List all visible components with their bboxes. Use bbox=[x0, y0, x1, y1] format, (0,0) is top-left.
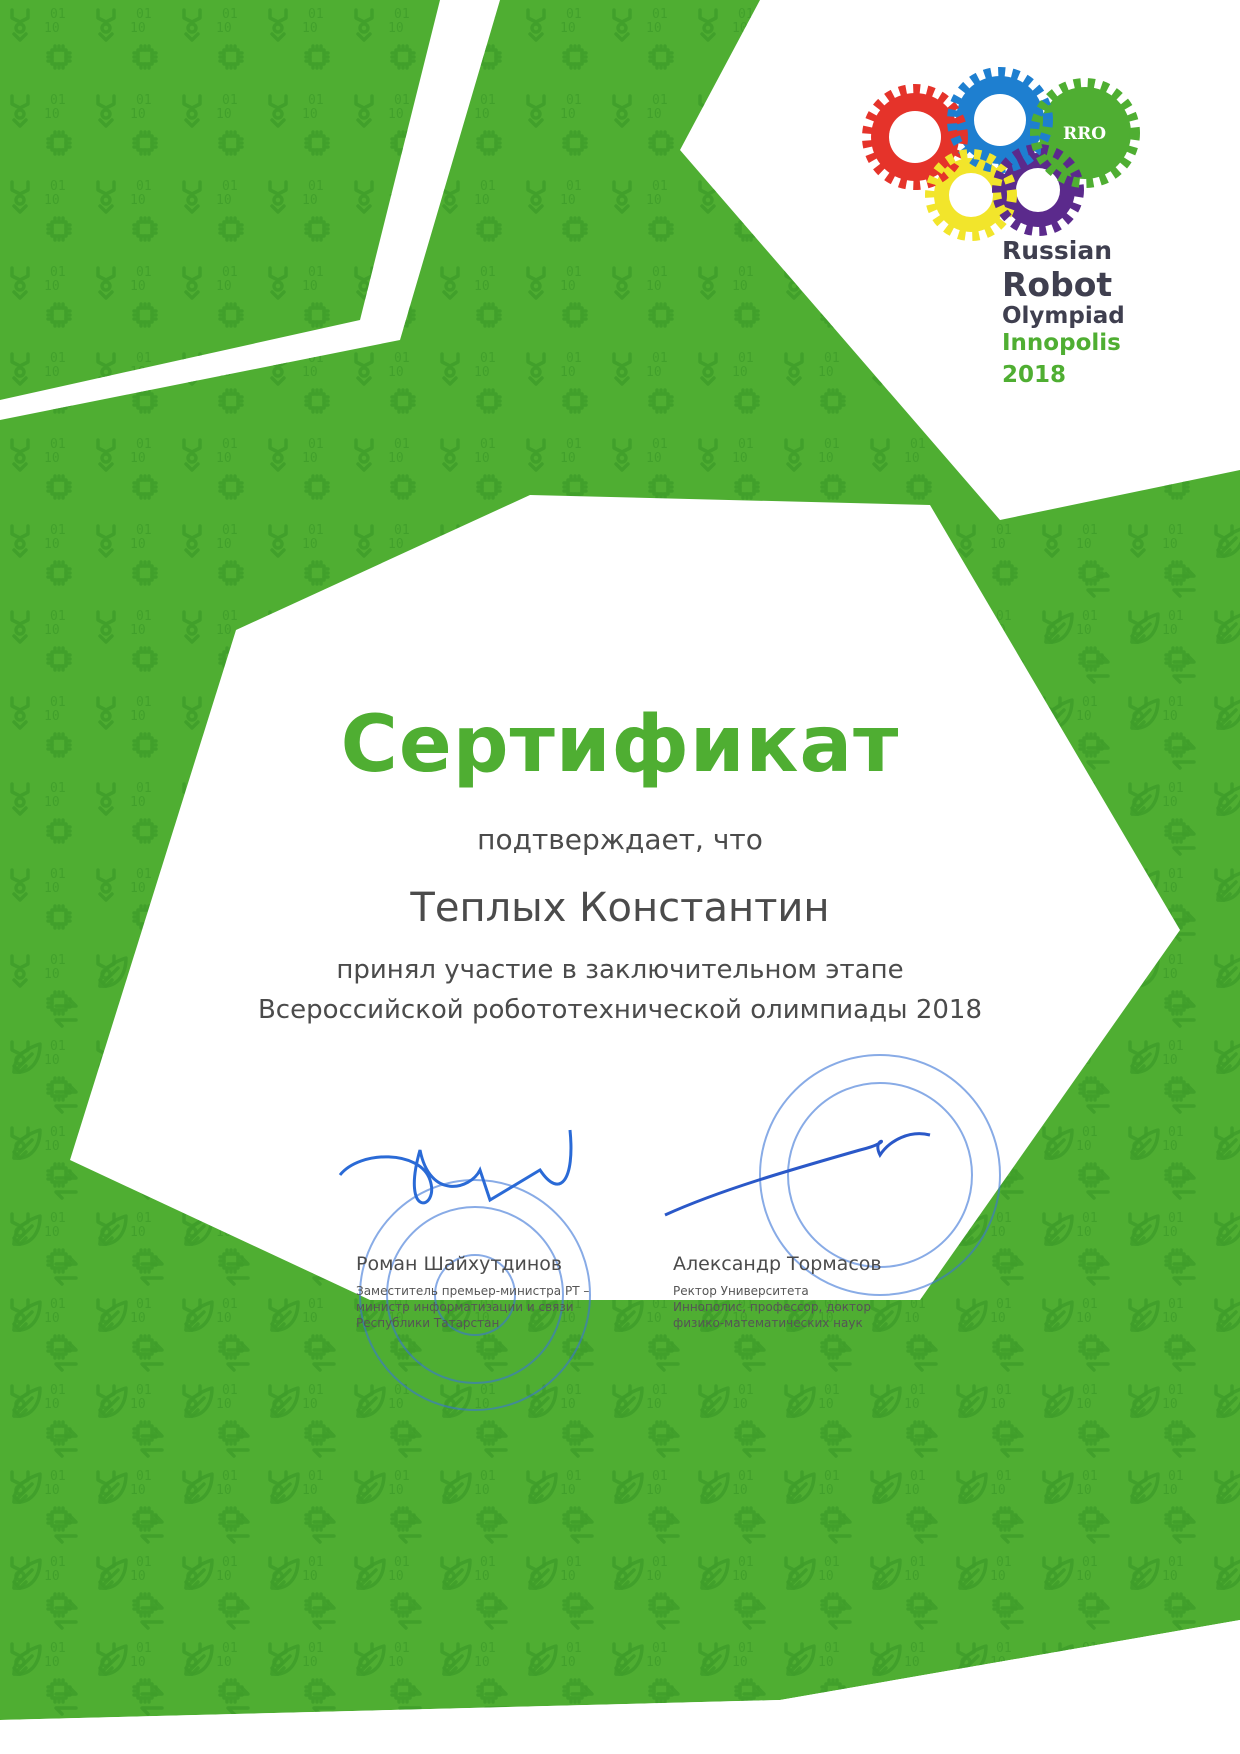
logo-line-olympiad: Olympiad bbox=[1002, 303, 1125, 329]
logo-line-robot: Robot bbox=[1002, 265, 1113, 304]
logo-line-innopolis: Innopolis bbox=[1002, 330, 1121, 356]
logo-badge: RRO bbox=[1063, 124, 1107, 144]
statement-line-1: принял участие в заключительном этапе bbox=[336, 955, 904, 985]
certificate-title: Сертификат bbox=[340, 700, 900, 790]
logo-line-russian: Russian bbox=[1002, 236, 1113, 265]
signatory-1-name: Роман Шайхутдинов bbox=[356, 1253, 563, 1275]
signatory-2-name: Александр Тормасов bbox=[673, 1253, 882, 1275]
confirms-text: подтверждает, что bbox=[477, 823, 763, 856]
recipient-name: Теплых Константин bbox=[410, 885, 830, 931]
logo-line-year: 2018 bbox=[1002, 362, 1067, 388]
signatory-2-position: Ректор Университета Иннополис, профессор, доктор физико-математических наук bbox=[673, 1284, 871, 1330]
statement-line-2: Всероссийской робототехнической олимпиады 2018 bbox=[257, 995, 983, 1025]
signatory-1-position: Заместитель премьер-министра РТ – министр информатизации и связи Республики Татарстан bbox=[356, 1284, 590, 1330]
logo-gears bbox=[867, 72, 1135, 236]
